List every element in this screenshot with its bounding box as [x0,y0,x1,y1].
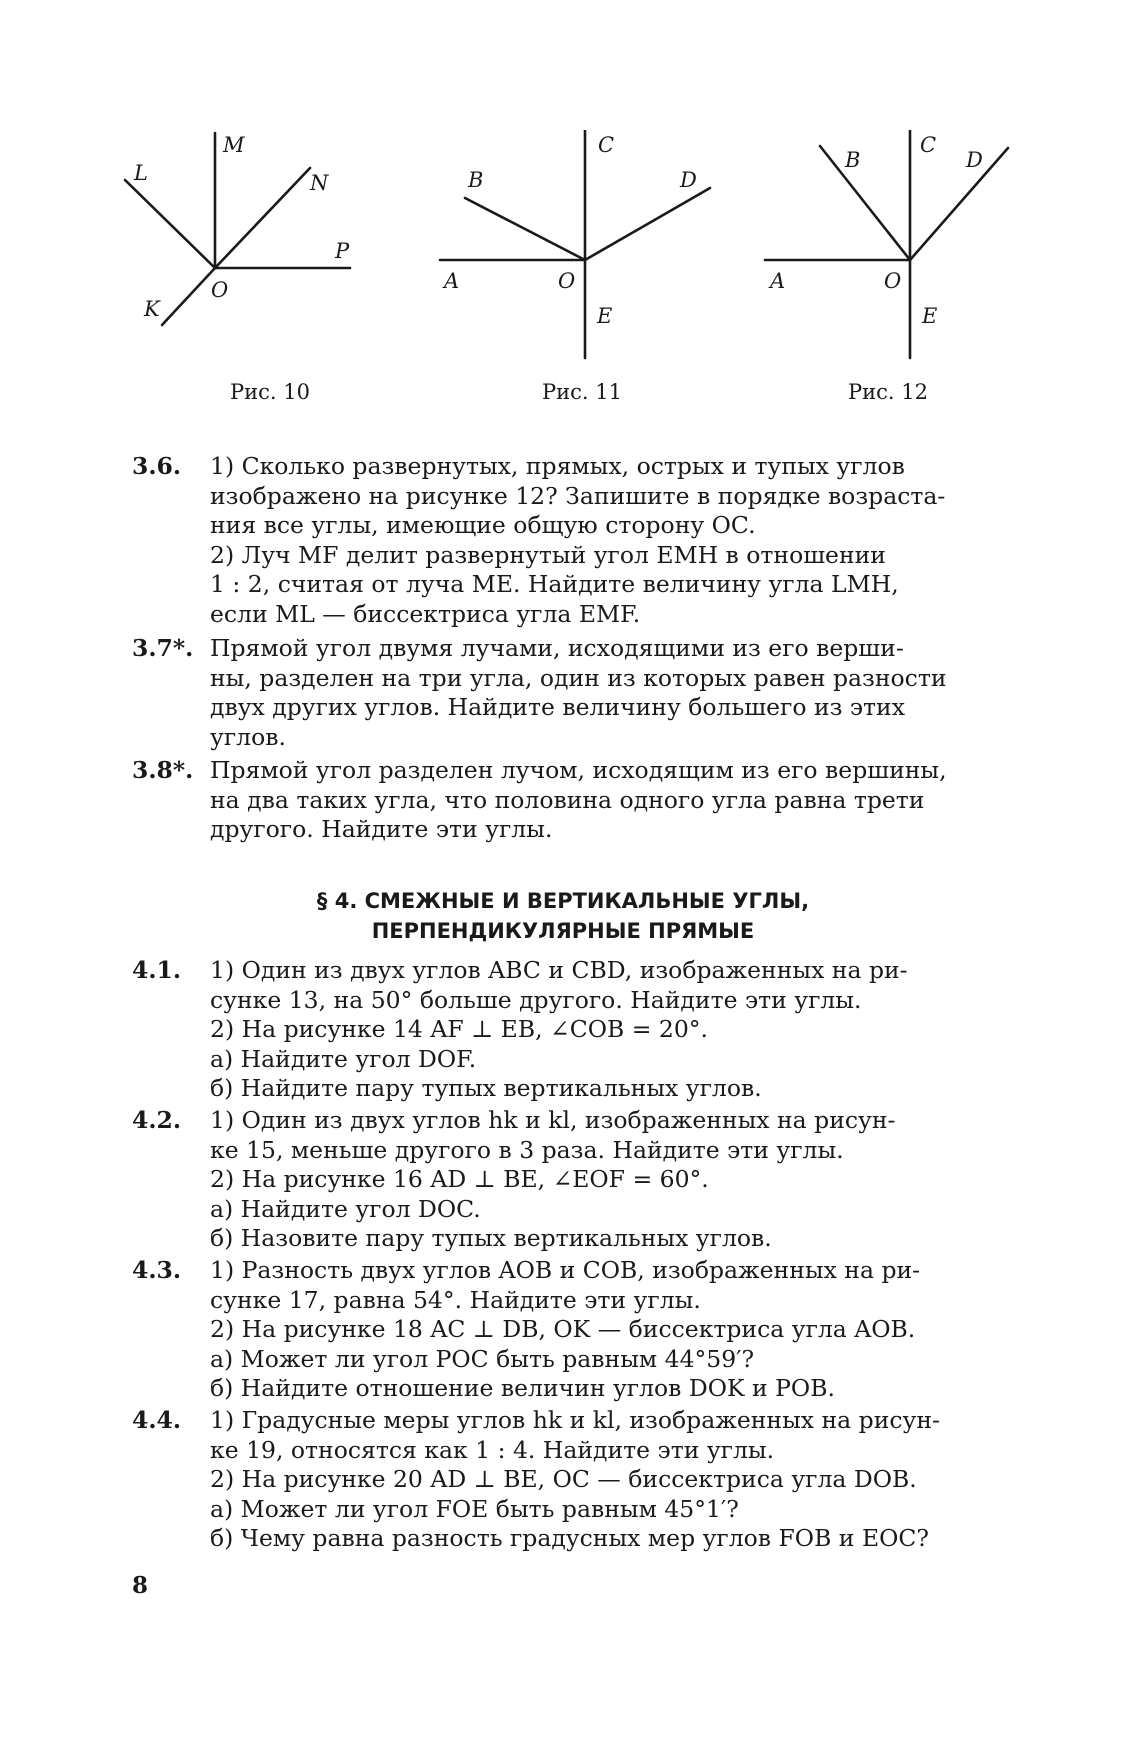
problem-line: углов. [210,722,286,751]
problem-number: 3.8*. [132,756,194,784]
problem-line: Прямой угол двумя лучами, исходящими из его верши- [210,634,904,662]
ray-ob [820,146,910,260]
ray-od [585,188,710,260]
problem-line: сунке 13, на 50° больше другого. Найдите эти углы. [210,985,862,1014]
problem-line: изображено на рисунке 12? Запишите в порядке возраста- [210,481,946,510]
problem-line: 1) Разность двух углов AOB и COB, изображенных на ри- [210,1256,921,1284]
label-m: M [223,133,245,157]
label-a: A [770,269,786,293]
page-number: 8 [132,1572,149,1599]
problem-4-1 [132,956,1012,1104]
label-e: E [922,304,938,328]
figure-11-caption: Рис. 11 [542,380,622,404]
figure-12-drawing [760,130,1020,370]
label-c: C [920,133,937,157]
problem-4-2 [132,1106,1012,1254]
problem-line: на два таких угла, что половина одного угла равна трети [210,785,925,814]
label-o: O [558,269,576,293]
problem-number: 4.2. [132,1106,182,1134]
label-e: E [597,304,613,328]
problem-line: б) Назовите пару тупых вертикальных углов. [210,1224,772,1252]
problem-3-8 [132,756,1012,845]
problem-number: 3.7*. [132,634,194,662]
label-o: O [211,278,229,302]
problem-line: ны, разделен на три угла, один из которых равен разности [210,663,947,692]
problem-line: 1) Один из двух углов ABC и CBD, изображенных на ри- [210,956,908,984]
problem-line: 2) На рисунке 20 AD ⊥ BE, OC — биссектриса угла DOB. [210,1465,917,1493]
problem-line: б) Найдите пару тупых вертикальных углов. [210,1074,762,1102]
problem-3-7 [132,634,1012,752]
figure-12 [760,130,1020,370]
ray-ol [125,180,215,268]
section-heading-line-1: § 4. СМЕЖНЫЕ И ВЕРТИКАЛЬНЫЕ УГЛЫ, [316,889,810,913]
problem-line: б) Чему равна разность градусных мер углов FOB и EOC? [210,1524,929,1552]
problem-line: ке 19, относятся как 1 : 4. Найдите эти углы. [210,1435,775,1464]
problem-4-3 [132,1256,1012,1404]
problem-number: 4.3. [132,1256,182,1284]
figure-12-caption: Рис. 12 [848,380,928,404]
ray-on [215,168,310,268]
problem-line: ния все углы, имеющие общую сторону OC. [210,511,756,539]
figure-11 [430,130,730,370]
problem-line: б) Найдите отношение величин углов DOK и POB. [210,1374,835,1402]
ray-od [910,148,1008,260]
label-b: B [845,148,861,172]
label-a: A [444,269,460,293]
problem-line: 2) На рисунке 18 AC ⊥ DB, OK — биссектриса угла AOB. [210,1315,916,1343]
problem-line: ке 15, меньше другого в 3 раза. Найдите эти углы. [210,1135,844,1164]
label-p: P [335,239,350,263]
label-o: O [884,269,902,293]
label-d: D [966,148,983,172]
label-b: B [468,168,484,192]
section-heading [0,886,1126,946]
figure-10-caption: Рис. 10 [230,380,310,404]
problem-line: 1 : 2, считая от луча ME. Найдите величину угла LMH, [210,570,899,598]
problem-line: 1) Градусные меры углов hk и kl, изображенных на рисун- [210,1406,940,1434]
problem-line: 1) Сколько развернутых, прямых, острых и тупых углов [210,452,905,480]
problem-number: 3.6. [132,452,182,480]
problem-line: двух других углов. Найдите величину большего из этих [210,693,905,721]
figure-10-drawing [120,130,370,370]
problem-line: а) Может ли угол POC быть равным 44°59′? [210,1344,755,1373]
problem-line: а) Может ли угол FOE быть равным 45°1′? [210,1494,739,1523]
problem-line: другого. Найдите эти углы. [210,815,553,843]
section-heading-line-2: ПЕРПЕНДИКУЛЯРНЫЕ ПРЯМЫЕ [371,919,755,943]
problem-number: 4.4. [132,1406,182,1434]
problem-line: сунке 17, равна 54°. Найдите эти углы. [210,1285,701,1314]
ray-ok [162,268,215,325]
label-c: C [598,133,615,157]
problem-line: а) Найдите угол DOC. [210,1194,481,1223]
figure-11-drawing [430,130,730,370]
ray-ob [465,198,585,260]
label-d: D [680,168,697,192]
problem-line: если ML — биссектриса угла EMF. [210,599,641,628]
problem-line: 2) Луч MF делит развернутый угол EMH в отношении [210,540,886,569]
problem-number: 4.1. [132,956,182,984]
problem-line: а) Найдите угол DOF. [210,1044,477,1073]
label-k: K [144,297,160,321]
problem-3-6 [132,452,1012,629]
problem-4-4 [132,1406,1012,1554]
problem-line: 2) На рисунке 14 AF ⊥ EB, ∠COB = 20°. [210,1015,708,1043]
figure-10 [120,130,370,370]
label-n: N [310,171,329,195]
problem-line: 1) Один из двух углов hk и kl, изображенных на рисун- [210,1106,896,1134]
problem-line: Прямой угол разделен лучом, исходящим из его вершины, [210,756,947,784]
problem-line: 2) На рисунке 16 AD ⊥ BE, ∠EOF = 60°. [210,1165,709,1193]
label-l: L [134,161,148,185]
